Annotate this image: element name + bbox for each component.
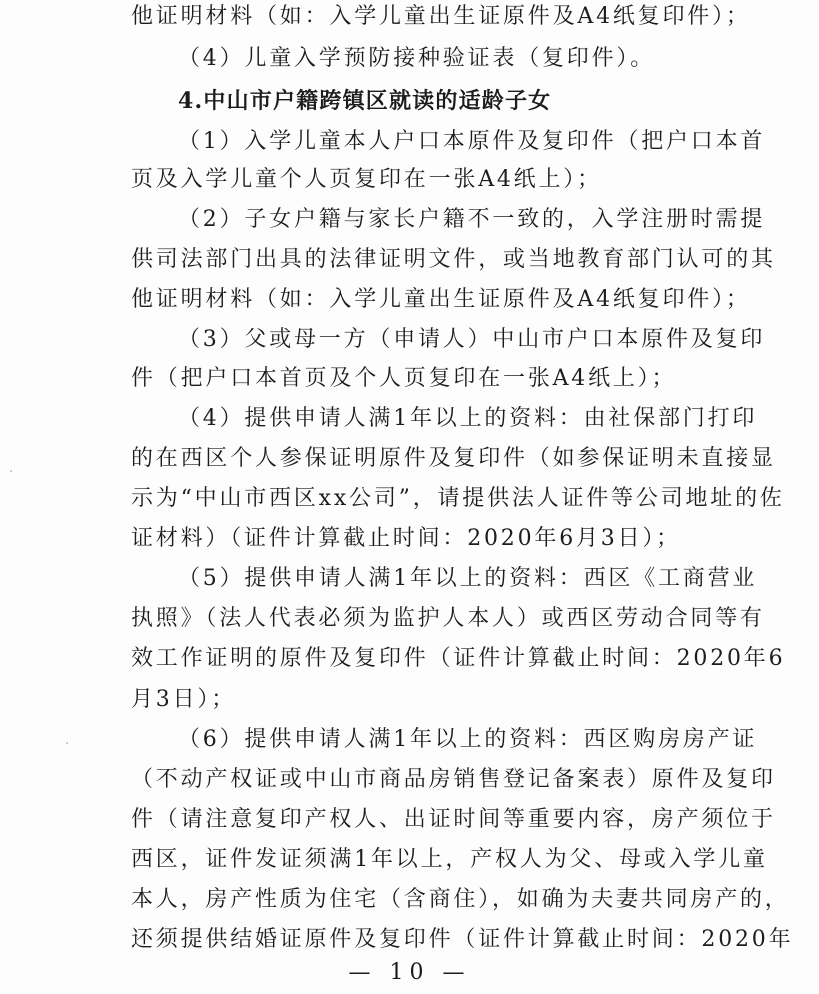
text-line-12: 的在西区个人参保证明原件及复印件（如参保证明未直接显 xyxy=(131,446,776,471)
text-line-9: （3）父或母一方（申请人）中山市户口本原件及复印 xyxy=(178,327,766,352)
text-line-23: 本人，房产性质为住宅（含商住），如确为夫妻共同房产的， xyxy=(131,887,790,912)
text-line-8: 他证明材料（如：入学儿童出生证原件及A4纸复印件）； xyxy=(131,287,751,312)
text-line-22: 西区，证件发证须满1年以上，产权人为父、母或入学儿童 xyxy=(131,847,768,872)
text-line-6: （2）子女户籍与家长户籍不一致的，入学注册时需提 xyxy=(178,207,766,232)
text-line-20: （不动产权证或中山市商品房销售登记备案表）原件及复印 xyxy=(131,767,776,792)
text-line-17: 效工作证明的原件及复印件（证件计算截止时间：2020年6 xyxy=(131,646,786,671)
page-number: — 10 — xyxy=(348,960,471,985)
text-line-18: 月3日）； xyxy=(131,687,236,712)
text-line-21: 件（请注意复印产权人、出证时间等重要内容，房产须位于 xyxy=(131,807,776,832)
text-line-15: （5）提供申请人满1年以上的资料：西区《工商营业 xyxy=(178,566,758,591)
text-line-2: （4）儿童入学预防接种验证表（复印件）。 xyxy=(178,46,655,71)
text-line-7: 供司法部门出具的法律证明文件，或当地教育部门认可的其 xyxy=(131,247,776,272)
text-line-24: 还须提供结婚证原件及复印件（证件计算截止时间：2020年 xyxy=(131,927,794,952)
text-line-1: 他证明材料（如：入学儿童出生证原件及A4纸复印件）； xyxy=(131,4,751,29)
text-line-16: 执照》（法人代表必须为监护人本人）或西区劳动合同等有 xyxy=(131,606,765,631)
scan-speck xyxy=(10,470,12,472)
scan-speck xyxy=(66,742,68,744)
text-line-10: 件（把户口本首页及个人页复印在一张A4纸上）； xyxy=(131,366,677,391)
text-line-19: （6）提供申请人满1年以上的资料：西区购房房产证 xyxy=(178,727,758,752)
text-line-4: （1）入学儿童本人户口本原件及复印件（把户口本首 xyxy=(178,129,766,154)
section-heading: 4.中山市户籍跨镇区就读的适龄子女 xyxy=(178,88,552,114)
text-line-5: 页及入学儿童个人页复印在一张A4纸上）； xyxy=(131,167,602,192)
text-line-13: 示为“中山市西区xx公司”，请提供法人证件等公司地址的佐 xyxy=(131,486,785,511)
text-line-14: 证材料）（证件计算截止时间：2020年6月3日）； xyxy=(131,526,681,551)
text-line-11: （4）提供申请人满1年以上的资料：由社保部门打印 xyxy=(178,406,758,431)
